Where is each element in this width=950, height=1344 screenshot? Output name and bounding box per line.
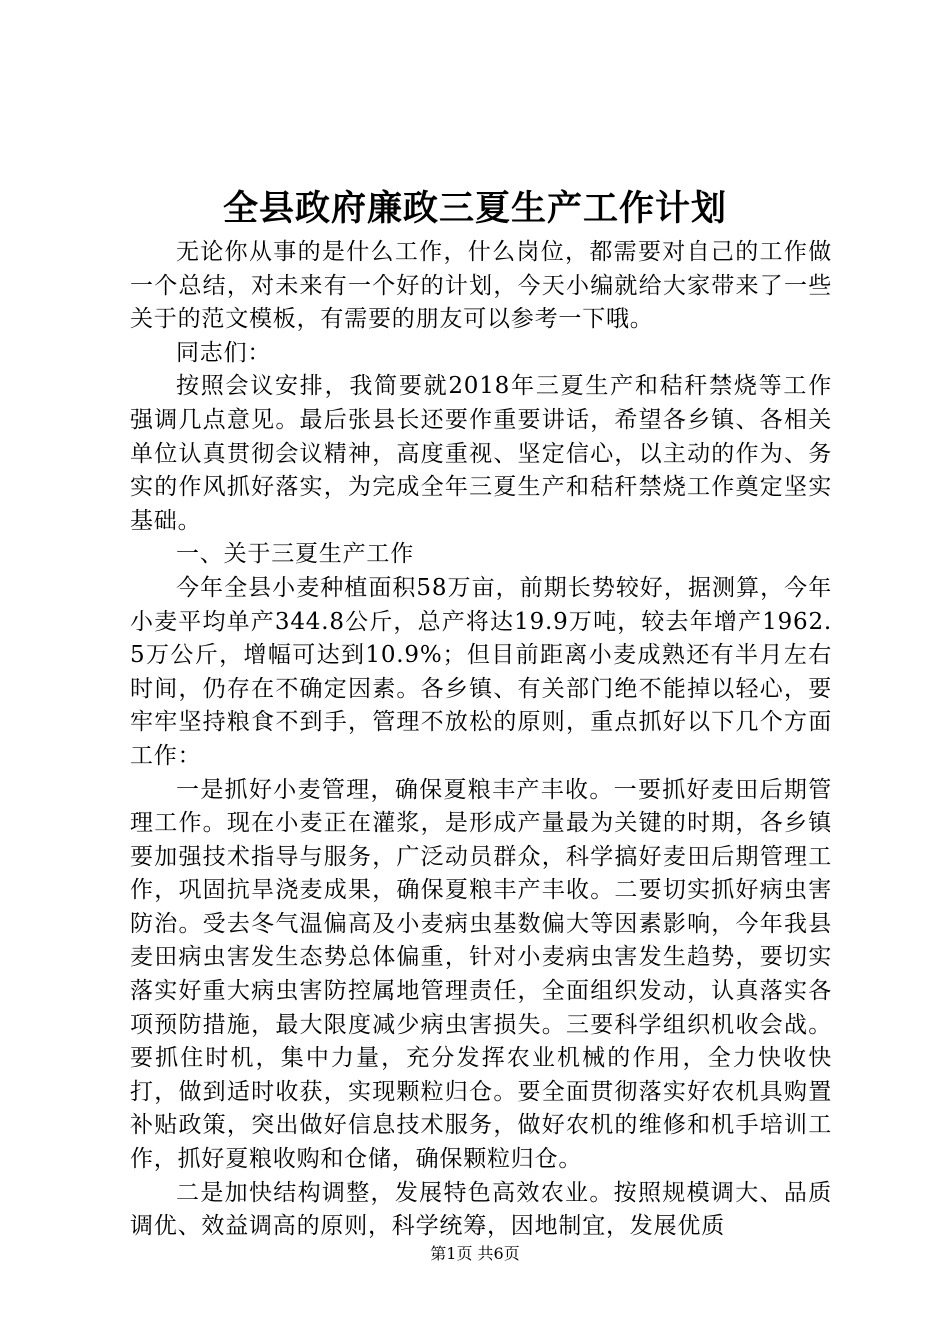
paragraph: 按照会议安排，我简要就2018年三夏生产和秸秆禁烧等工作强调几点意见。最后张县长还要作重要讲话，希望各乡镇、各相关单位认真贯彻会议精神，高度重视、坚定信心，以主动的作为、务实的作风抓好落实，为完成全年三夏生产和秸秆禁烧工作奠定坚实基础。 xyxy=(130,373,832,534)
paragraph: 同志们： xyxy=(176,339,272,366)
paragraph: 一是抓好小麦管理，确保夏粮丰产丰收。一要抓好麦田后期管理工作。现在小麦正在灌浆，是形成产量最为关键的时期，各乡镇要加强技术指导与服务，广泛动员群众，科学搞好麦田后期管理工作，巩固抗旱浇麦成果，确保夏粮丰产丰收。二要切实抓好病虫害防治。受去冬气温偏高及小麦病虫基数偏大等因素影响，今年我县麦田病虫害发生态势总体偏重，针对小麦病虫害发生趋势，要切实落实好重大病虫害防控属地管理责任，全面组织发动，认真落实各项预防措施，最大限度减少病虫害损失。三要科学组织机收会战。要抓住时机，集中力量，充分发挥农业机械的作用，全力快收快打，做到适时收获，实现颗粒归仓。要全面贯彻落实好农机具购置补贴政策，突出做好信息技术服务，做好农机的维修和机手培训工作，抓好夏粮收购和仓储，确保颗粒归仓。 xyxy=(130,776,832,1173)
section-heading: 一、关于三夏生产工作 xyxy=(176,541,414,568)
paragraph: 今年全县小麦种植面积58万亩，前期长势较好，据测算，今年小麦平均单产344.8公斤，总产将达19.9万吨，较去年增产1962.5万公斤，增幅可达到10.9%；但目前距离小麦成熟还有半月左右时间，仍存在不确定因素。各乡镇、有关部门绝不能掉以轻心，要牢牢坚持粮食不到手，管理不放松的原则，重点抓好以下几个方面工作： xyxy=(130,574,832,769)
paragraph: 无论你从事的是什么工作，什么岗位，都需要对自己的工作做一个总结，对未来有一个好的计划，今天小编就给大家带来了一些关于的范文模板，有需要的朋友可以参考一下哦。 xyxy=(130,239,832,333)
page-number-footer: 第1页 共6页 xyxy=(430,1244,520,1263)
document-title: 全县政府廉政三夏生产工作计划 xyxy=(222,188,727,229)
paragraph: 二是加快结构调整，发展特色高效农业。按照规模调大、品质调优、效益调高的原则，科学统筹，因地制宜，发展优质 xyxy=(130,1179,832,1240)
document-body xyxy=(130,236,832,1244)
